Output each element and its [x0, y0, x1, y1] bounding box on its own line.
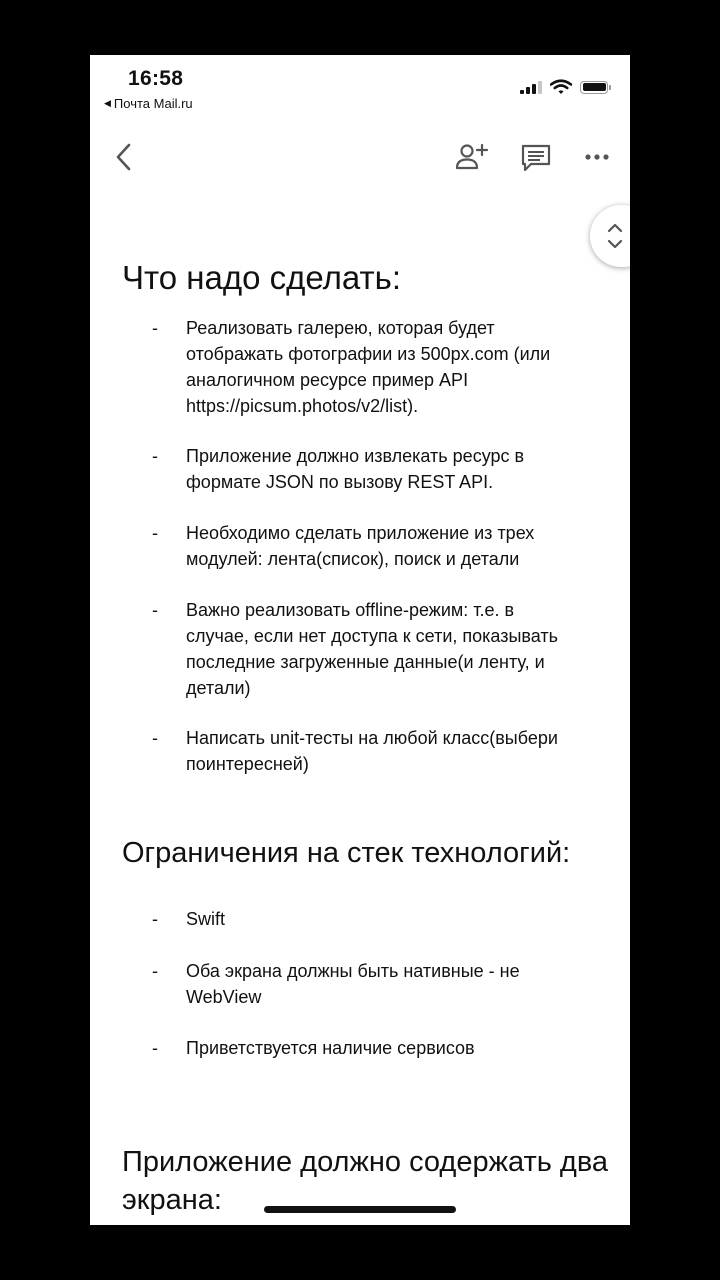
bullet-dash: - [152, 600, 158, 620]
status-time: 16:58 [128, 67, 184, 90]
bullet-dash: - [152, 909, 158, 929]
list-item-line: Написать unit-тесты на любой класс(выбери [186, 728, 558, 748]
chevron-left-icon [110, 141, 140, 173]
list-item [186, 906, 606, 932]
list-item-line: Оба экрана должны быть нативные - не [186, 961, 520, 981]
list-item-line: детали) [186, 678, 251, 698]
list-item-line: аналогичном ресурсе пример API [186, 370, 469, 390]
list-item-line: Необходимо сделать приложение из трех [186, 523, 535, 543]
list-item [186, 597, 606, 701]
bullet-dash: - [152, 728, 158, 748]
list-item-line: формате JSON по вызову REST API. [186, 472, 494, 492]
list-item [186, 443, 606, 495]
list-item-line: Приветствуется наличие сервисов [186, 1038, 475, 1058]
bullet-dash: - [152, 318, 158, 338]
list-item-line: отображать фотографии из 500px.com (или [186, 344, 551, 364]
back-to-app-link[interactable] [104, 96, 193, 111]
bullet-dash: - [152, 961, 158, 981]
more-options-button[interactable] [584, 147, 610, 167]
list-item-line: Реализовать галерею, которая будет [186, 318, 495, 338]
list-item [186, 315, 606, 419]
back-triangle-icon: ◀ [104, 98, 111, 108]
list-item [186, 1035, 606, 1061]
list-item-line: Важно реализовать offline-режим: т.е. в [186, 600, 515, 620]
add-person-button[interactable] [454, 141, 490, 173]
list-item-line: Swift [186, 909, 226, 929]
list-item-line: случае, если нет доступа к сети, показывать [186, 626, 559, 646]
list-item [186, 520, 606, 572]
home-indicator[interactable] [264, 1206, 456, 1213]
more-horizontal-icon [584, 147, 610, 167]
list-item [186, 725, 606, 777]
list-item-line: https://picsum.photos/v2/list). [186, 396, 419, 416]
bullet-dash: - [152, 523, 158, 543]
comment-button[interactable] [520, 143, 552, 173]
status-indicators [520, 79, 608, 95]
comment-icon [520, 143, 552, 173]
chevron-up-down-icon [604, 219, 626, 253]
wifi-icon [550, 79, 572, 95]
section-heading-tasks: Что надо сделать: [122, 259, 401, 296]
list-item-line: последние загруженные данные(и ленту, и [186, 652, 545, 672]
battery-level [583, 83, 606, 91]
heading-line: экрана: [122, 1184, 222, 1216]
heading-line: Приложение должно содержать два [122, 1146, 609, 1178]
list-item-line: Приложение должно извлекать ресурс в [186, 446, 525, 466]
section-heading-tech-stack: Ограничения на стек технологий: [122, 837, 571, 869]
battery-icon [580, 81, 608, 94]
scroll-navigation-button[interactable] [590, 205, 630, 267]
list-item-line: поинтересней) [186, 754, 309, 774]
bullet-dash: - [152, 446, 158, 466]
person-add-icon [454, 141, 490, 173]
back-button[interactable] [110, 141, 140, 173]
phone-screen [90, 55, 630, 1225]
list-item [186, 958, 606, 1010]
list-item-line: модулей: лента(список), поиск и детали [186, 549, 520, 569]
list-item-line: WebView [186, 987, 262, 1007]
cellular-signal-icon [520, 80, 542, 94]
back-app-label: Почта Mail.ru [113, 96, 193, 111]
bullet-dash: - [152, 1038, 158, 1058]
